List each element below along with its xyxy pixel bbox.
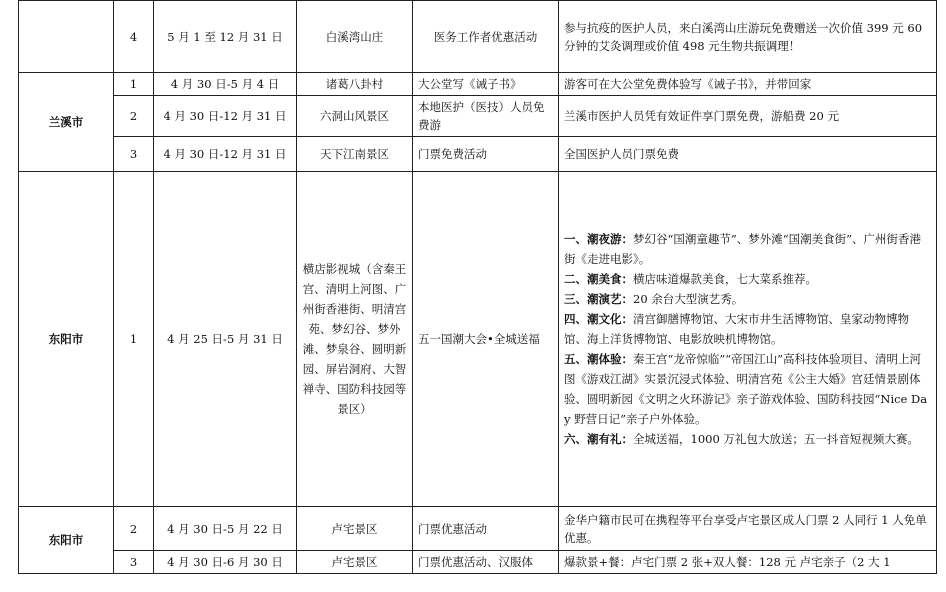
item-number: 3 (114, 551, 154, 574)
venue: 横店影视城（含秦王宫、清明上河图、广州街香港街、明清宫苑、梦幻谷、梦外滩、梦泉谷、圆明新园、屏岩洞府、大智禅寺、国防科技园等景区） (297, 172, 413, 507)
activity-detail-list (559, 172, 937, 507)
venue: 诸葛八卦村 (297, 73, 413, 96)
item-number: 1 (114, 172, 154, 507)
detail-item: 一、潮夜游：梦幻谷“国潮童趣节”、梦外滩“国潮美食街”、广州街香港街《走进电影》。 (564, 232, 922, 266)
item-number: 2 (114, 96, 154, 137)
item-number: 1 (114, 73, 154, 96)
activity-name: 本地医护（医技）人员免费游 (413, 96, 559, 137)
date-range: 4 月 30 日-6 月 30 日 (154, 551, 297, 574)
venue: 卢宅景区 (297, 507, 413, 551)
table-row (19, 172, 937, 507)
detail-item: 五、潮体验：秦王宫“龙帝惊临”“帝国江山”高科技体验项目、清明上河图《游戏江湖》实景沉浸式体验、明清宫苑《公主大婚》宫廷情景剧体验、圆明新园《文明之火环游记》亲子游戏体验、国防科技园“Nice Day 野营日记”亲子户外体验。 (564, 352, 928, 426)
activity-detail: 全国医护人员门票免费 (559, 137, 937, 172)
city-name: 东阳市 (19, 507, 114, 574)
venue: 天下江南景区 (297, 137, 413, 172)
tourism-offers-table (18, 0, 937, 574)
detail-item: 三、潮演艺：20 余台大型演艺秀。 (564, 292, 744, 306)
date-range: 4 月 30 日-5 月 4 日 (154, 73, 297, 96)
item-number: 4 (114, 1, 154, 73)
city-cell (19, 1, 114, 73)
table-row (19, 551, 937, 574)
table-row (19, 137, 937, 172)
activity-detail: 兰溪市医护人员凭有效证件享门票免费，游船费 20 元 (559, 96, 937, 137)
city-name: 兰溪市 (19, 73, 114, 172)
item-number: 3 (114, 137, 154, 172)
activity-name: 门票优惠活动 (413, 507, 559, 551)
detail-item: 二、潮美食：横店味道爆款美食，七大菜系推荐。 (564, 272, 817, 286)
date-range: 4 月 30 日-5 月 22 日 (154, 507, 297, 551)
date-range: 4 月 30 日-12 月 31 日 (154, 137, 297, 172)
table-row (19, 1, 937, 73)
activity-detail: 爆款景+餐：卢宅门票 2 张+双人餐：128 元 卢宅亲子（2 大 1 (559, 551, 937, 574)
item-number: 2 (114, 507, 154, 551)
venue: 卢宅景区 (297, 551, 413, 574)
date-range: 4 月 25 日-5 月 31 日 (154, 172, 297, 507)
city-name: 东阳市 (19, 172, 114, 507)
date-range: 5 月 1 至 12 月 31 日 (154, 1, 297, 73)
table-row (19, 507, 937, 551)
table-row (19, 73, 937, 96)
activity-detail: 金华户籍市民可在携程等平台享受卢宅景区成人门票 2 人同行 1 人免单优惠。 (559, 507, 937, 551)
activity-name: 门票优惠活动、汉服体 (413, 551, 559, 574)
activity-name: 五一国潮大会•全城送福 (413, 172, 559, 507)
activity-detail: 游客可在大公堂免费体验写《诫子书》，并带回家 (559, 73, 937, 96)
date-range: 4 月 30 日-12 月 31 日 (154, 96, 297, 137)
venue: 六洞山风景区 (297, 96, 413, 137)
venue: 白溪湾山庄 (297, 1, 413, 73)
activity-name: 大公堂写《诫子书》 (413, 73, 559, 96)
activity-name: 门票免费活动 (413, 137, 559, 172)
activity-detail: 参与抗疫的医护人员，来白溪湾山庄游玩免费赠送一次价值 399 元 60 分钟的艾灸调理或价值 498 元生物共振调理！ (559, 1, 937, 73)
activity-name: 医务工作者优惠活动 (413, 1, 559, 73)
table-row (19, 96, 937, 137)
detail-item: 四、潮文化：清宫御膳博物馆、大宋市井生活博物馆、皇家动物博物馆、海上洋货博物馆、电影放映机博物馆。 (564, 312, 909, 346)
detail-item: 六、潮有礼：全城送福，1000 万礼包大放送；五一抖音短视频大赛。 (564, 432, 919, 446)
